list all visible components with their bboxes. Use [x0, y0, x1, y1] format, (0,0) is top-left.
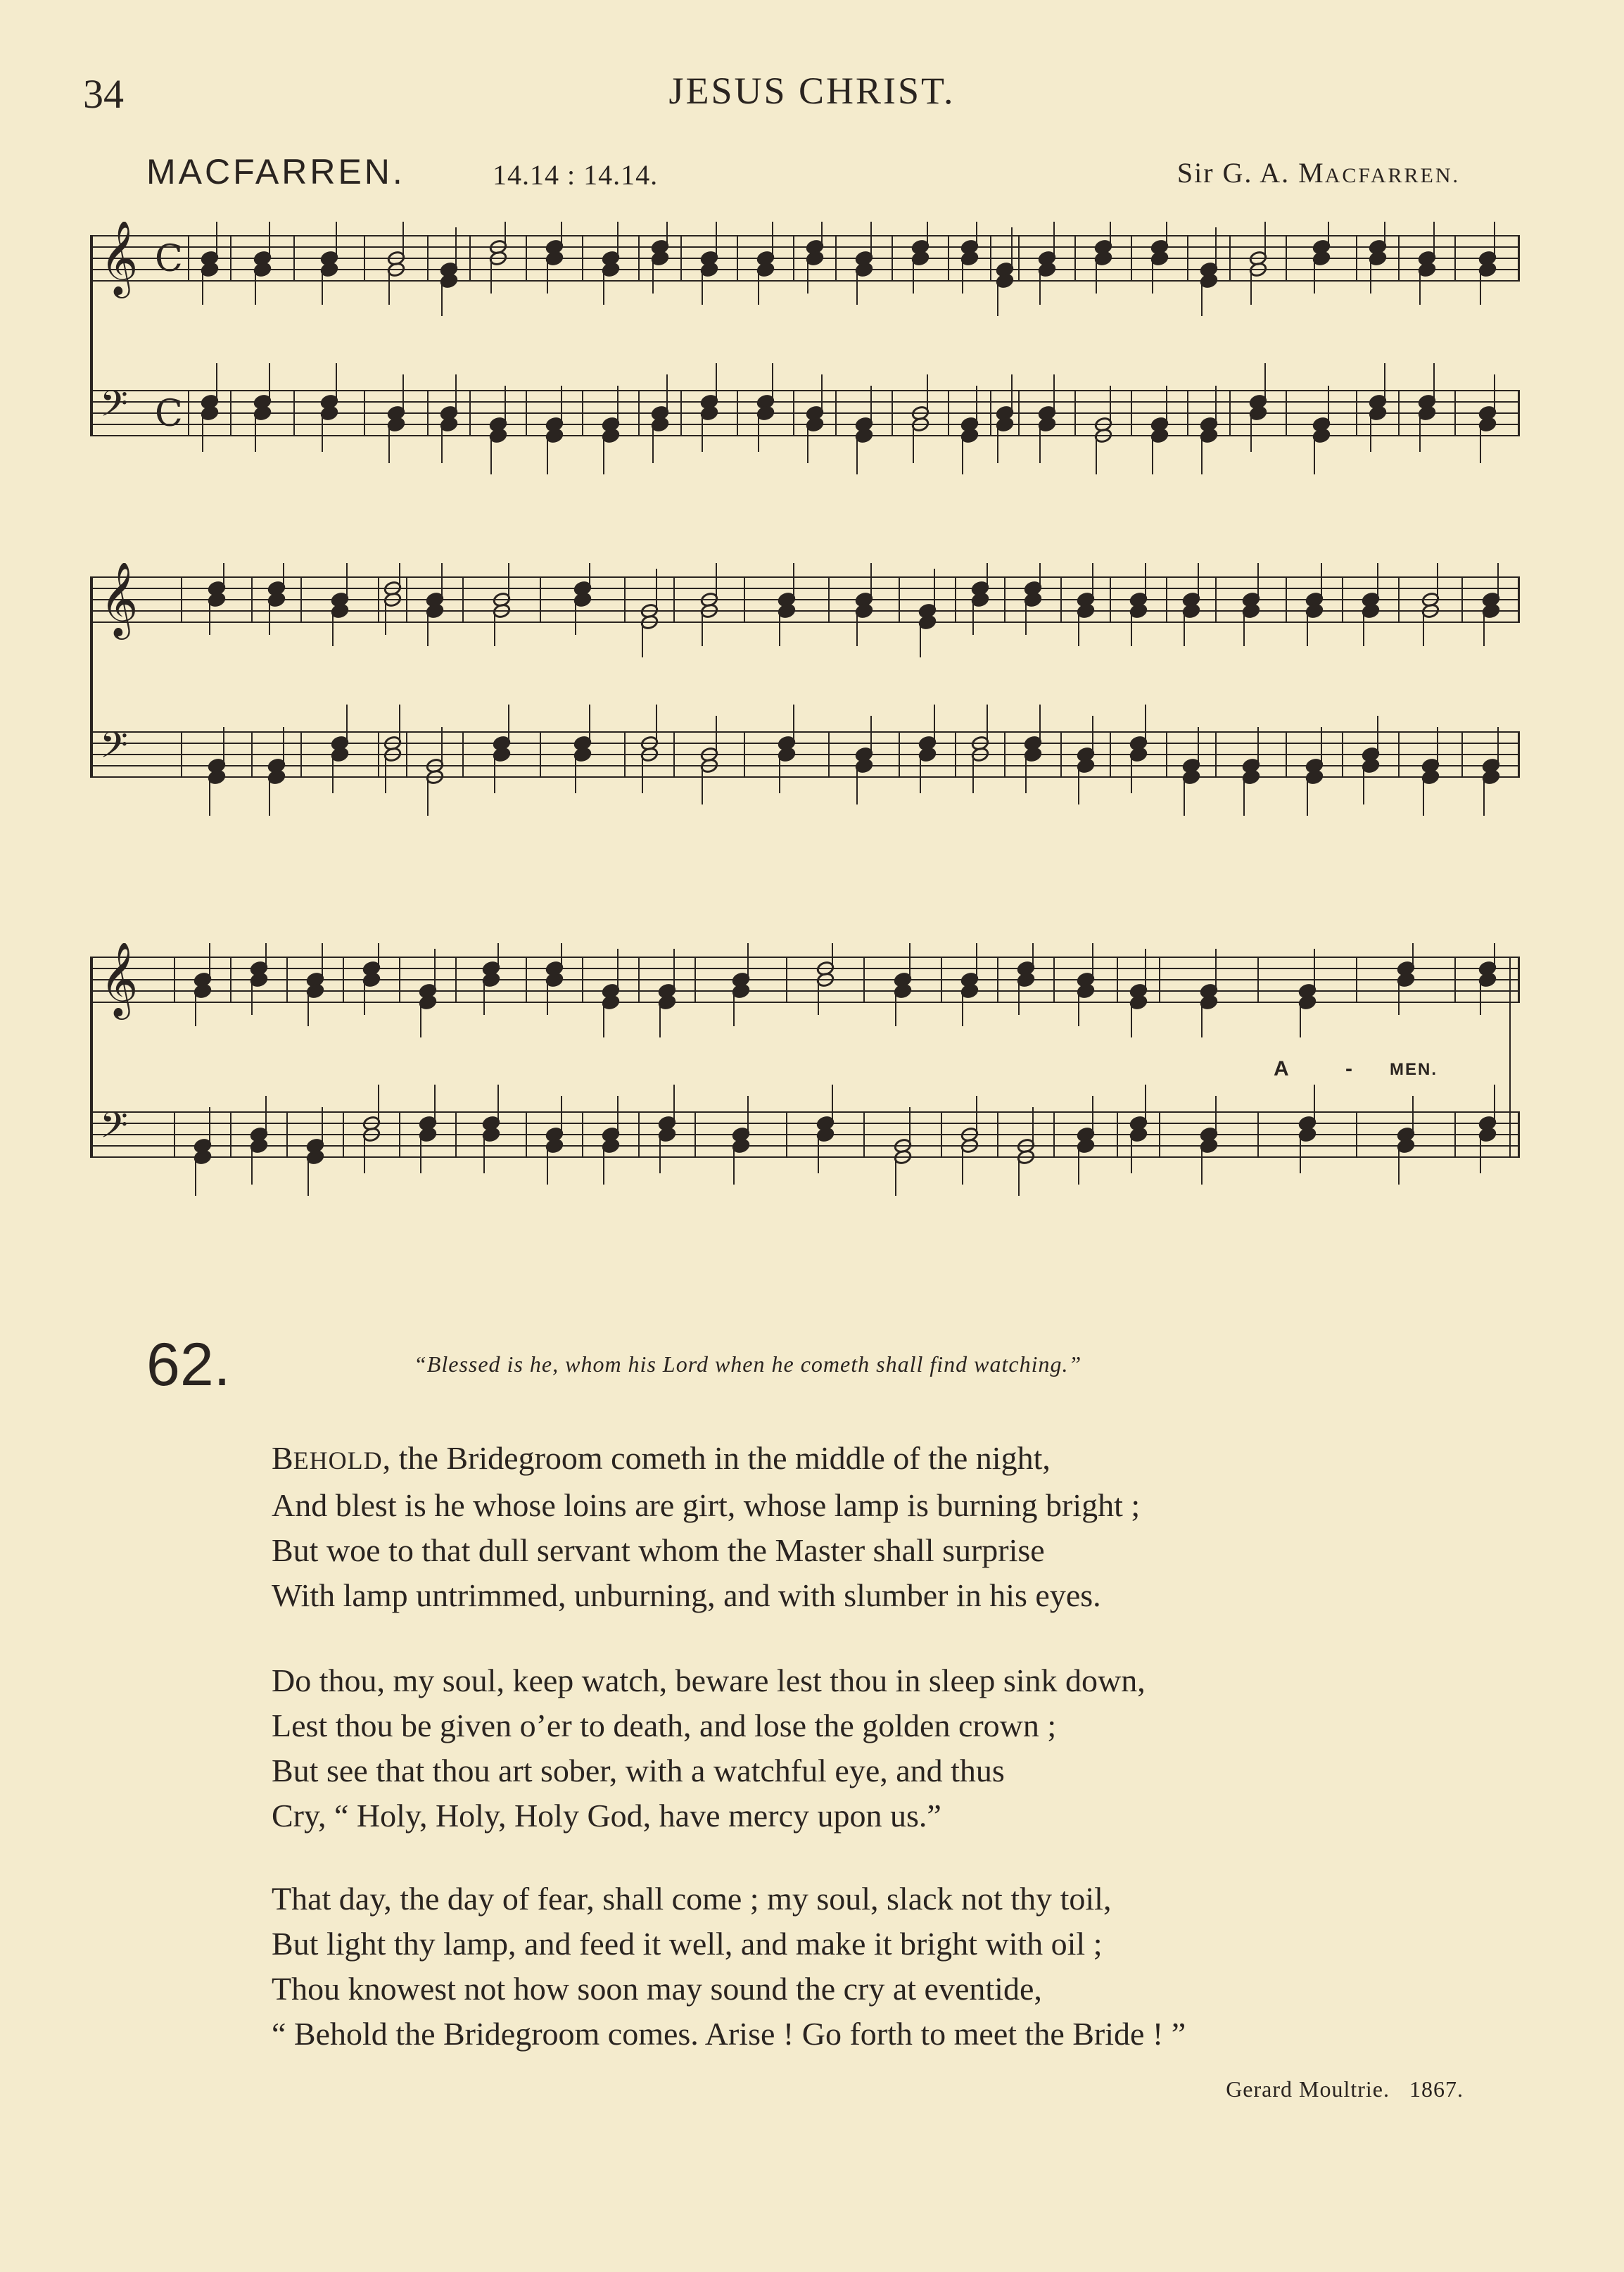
composer-surname-initial: M — [1298, 157, 1325, 189]
stanza-3-line-4: “ Behold the Bridegroom comes. Arise ! Go forth to meet the Bride ! ” — [272, 2016, 1186, 2052]
stanza-3-line-2: But light thy lamp, and feed it well, and make it bright with oil ; — [272, 1926, 1103, 1962]
score-svg-3 — [90, 943, 1520, 1225]
stanza-1-line-4: With lamp untrimmed, unburning, and with slumber in his eyes. — [272, 1577, 1101, 1613]
bass-clef-icon: 𝄢 — [100, 382, 128, 434]
stanza-1-line-2: And blest is he whose loins are girt, whose lamp is burning bright ; — [272, 1487, 1141, 1523]
first-line-rest: , the Bridegroom cometh in the middle of the night, — [382, 1440, 1051, 1476]
stanza-3 — [272, 1876, 1186, 2057]
bass-clef-icon: 𝄢 — [100, 1104, 128, 1155]
treble-clef-icon: 𝄞 — [100, 222, 139, 295]
composer-prefix: Sir G. A. — [1176, 157, 1290, 189]
stanza-3-line-3: Thou knowest not how soon may sound the cry at eventide, — [272, 1971, 1042, 2007]
bass-clef-icon: 𝄢 — [100, 724, 128, 775]
stanza-1-line-3: But woe to that dull servant whom the Master shall surprise — [272, 1532, 1045, 1568]
running-head: JESUS CHRIST. — [668, 70, 956, 112]
score-svg-1 — [90, 222, 1520, 503]
amen-syllable-men: MEN. — [1390, 1060, 1438, 1079]
author-year: 1867. — [1409, 2076, 1464, 2102]
treble-clef-icon: 𝄞 — [100, 563, 139, 636]
amen-syllable-a: A — [1274, 1057, 1289, 1080]
stanza-2-line-4: Cry, “ Holy, Holy, Holy God, have mercy upon us.” — [272, 1798, 941, 1834]
author-credit — [1226, 2076, 1464, 2102]
epigraph: “Blessed is he, whom his Lord when he cometh shall find watching.” — [414, 1351, 1082, 1377]
amen-hyphen: - — [1345, 1057, 1352, 1080]
treble-clef-icon: 𝄞 — [100, 943, 139, 1016]
page-number: 34 — [83, 71, 124, 117]
music-system-3 — [90, 943, 1520, 1225]
common-time-icon: C — [155, 393, 183, 435]
music-system-1 — [90, 222, 1520, 503]
hymn-number: 62. — [146, 1331, 231, 1399]
lead-word-rest: EHOLD — [293, 1446, 383, 1475]
stanza-2-line-1: Do thou, my soul, keep watch, beware lest thou in sleep sink down, — [272, 1662, 1146, 1698]
composer-surname-rest: ACFARREN. — [1324, 164, 1460, 187]
stanza-1 — [272, 1436, 1140, 1618]
score-svg-2 — [90, 563, 1520, 845]
stanza-1-line-1 — [272, 1436, 1140, 1483]
author-name: Gerard Moultrie. — [1226, 2076, 1390, 2102]
common-time-icon: C — [155, 238, 183, 280]
composer-credit — [1177, 156, 1460, 189]
stanza-2-line-3: But see that thou art sober, with a watchful eye, and thus — [272, 1753, 1005, 1788]
lead-word-initial: B — [272, 1440, 293, 1476]
stanza-2-line-2: Lest thou be given o’er to death, and lose the golden crown ; — [272, 1708, 1057, 1743]
tune-meter: 14.14 : 14.14. — [493, 159, 659, 191]
music-system-2 — [90, 563, 1520, 845]
tune-name: MACFARREN. — [146, 152, 405, 191]
stanza-2 — [272, 1658, 1146, 1838]
stanza-3-line-1: That day, the day of fear, shall come ; my soul, slack not thy toil, — [272, 1881, 1112, 1917]
